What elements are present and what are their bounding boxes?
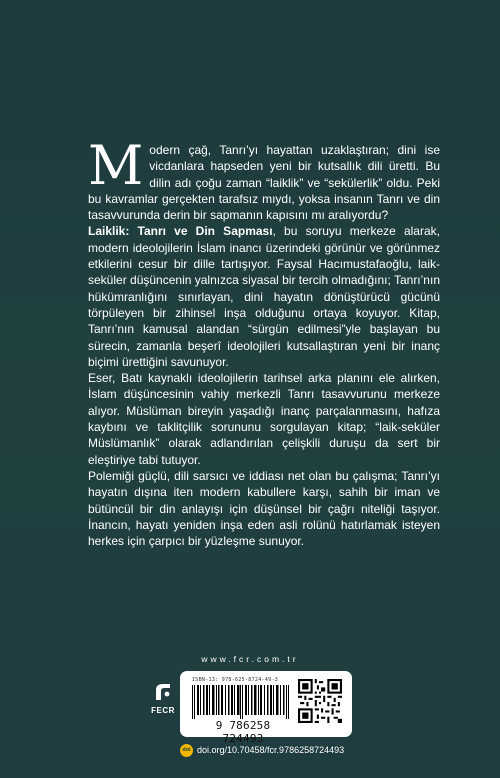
- paragraph-1: [88, 134, 440, 223]
- publisher-logo: [150, 680, 176, 720]
- drop-cap: M: [88, 134, 144, 197]
- doi-link[interactable]: doi.org/10.70458/fcr.9786258724493: [197, 745, 345, 755]
- paragraph-4: Polemiği güçlü, dili sarsıcı ve iddiası net olan bu çalışma; Tanrı’yı hayatın dışına iten modern kabullere karşı, sahih bir iman ve bütüncül bir din anlayışı için düşünsel bir çağrı niteliği taşıyor. İnancın, hayatı yeniden inşa eden asli rolünü hatırlamak isteyen herkes için çarpıcı bir yüzleşme sunuyor.: [88, 468, 440, 549]
- blurb: [88, 134, 440, 549]
- fecr-logo-icon: [152, 680, 174, 704]
- paragraph-1-text: odern çağ, Tanrı’yı hayattan uzaklaştıran; dini ise vicdanlara hapseden yeni bir kutsallık dili üretti. Bu dilin adı çoğu zaman “laiklik” ve “sekülerlik” oldu. Peki bu kavramlar gerçekten tarafsız mıydı, yoksa insanın Tanrı ve din tasavvurunda derin bir sapmanın kapısını mı aralıyordu?: [88, 143, 440, 223]
- qr-code-icon[interactable]: [298, 679, 342, 723]
- isbn-label: ISBN-13: 978-625-8724-49-3: [192, 677, 279, 683]
- paragraph-2: [88, 223, 440, 370]
- publisher-website: www.fcr.com.tr: [201, 654, 299, 664]
- paragraph-3: Eser, Batı kaynaklı ideolojilerin tarihsel arka planını ele alırken, İslam düşüncesinin vahiy merkezli Tanrı tasavvurunu merkeze alıyor. Müslüman bireyin yaşadığı inanç parçalanmasını, hafıza kaybını ve taklitçilik sorununu sorgulayan kitap; “laik-seküler Müslümanlık” olarak adlandırılan çelişkili duruşu da sert bir eleştiriye tabi tutuyor.: [88, 371, 440, 467]
- doi-icon: doi: [180, 744, 193, 757]
- barcode-panel: [180, 671, 352, 745]
- paragraph-2-text: , bu soruyu merkeze alarak, modern ideolojilerin İslam inancı üzerindeki görünür ve görünmez etkilerini cesur bir dille tartışıyor. Faysal Hacımustafaoğlu, laik-seküler düşüncenin yalnızca siyasal bir tercih olmadığını; Tanrı’nın hükümranlığını sınırlayan, dini hayatın dönüştürücü gücünü törpüleyen bir zihinsel inşa olduğunu ortaya koyuyor. Kitap, Tanrı’nın kamusal alandan “sürgün edilmesi”yle başlayan bu sürecin, zamanla beşerî ideolojileri kutsallaştıran yeni bir inanç biçimi ürettiğini savunuyor.: [88, 224, 440, 369]
- book-title: Laiklik: Tanrı ve Din Sapması: [88, 224, 273, 239]
- doi-row: [180, 743, 344, 757]
- barcode-icon: [192, 685, 292, 719]
- publisher-logo-text: FECR: [151, 706, 175, 715]
- isbn-digits: 9 786258 724493: [215, 719, 271, 745]
